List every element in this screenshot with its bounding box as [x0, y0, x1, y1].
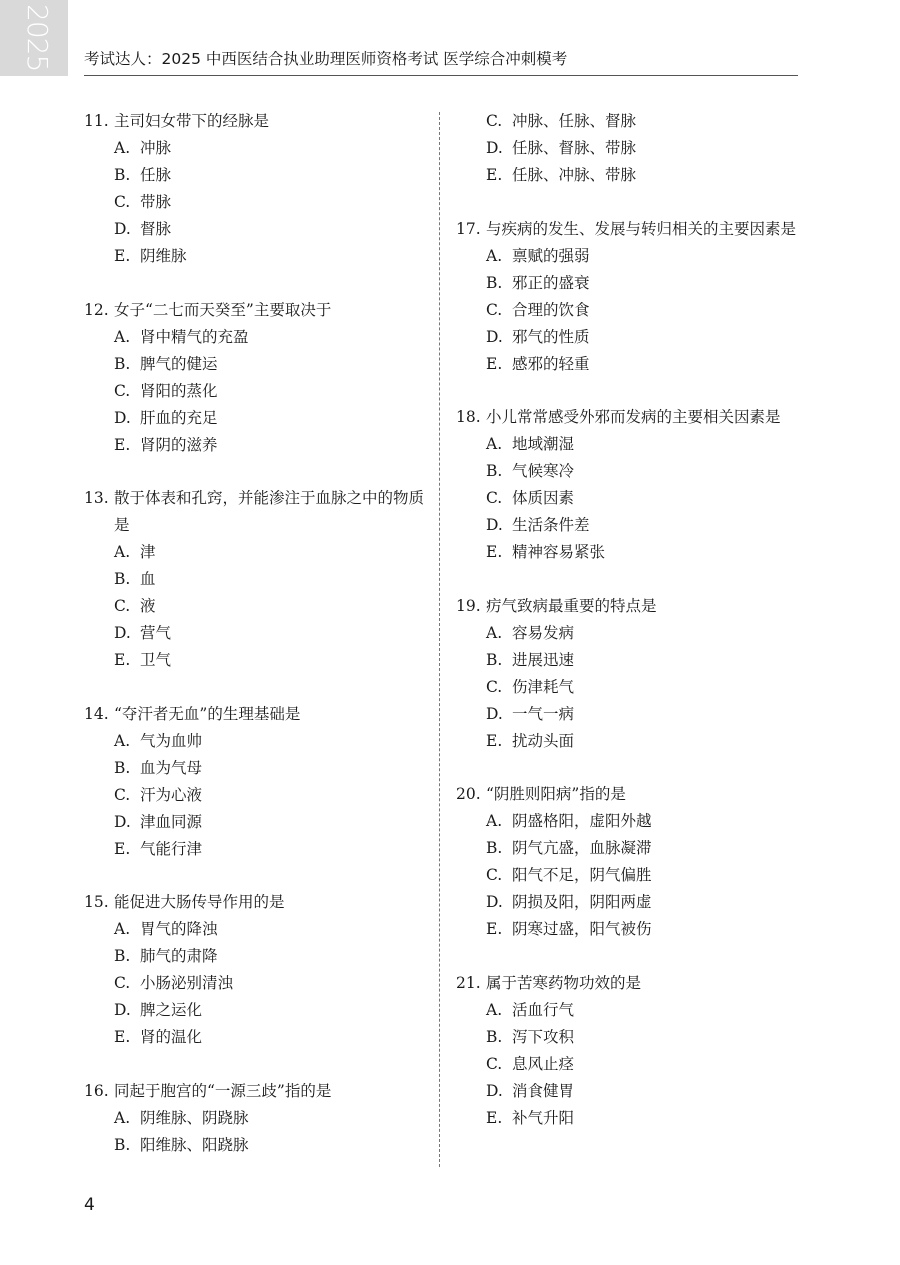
option-text: 合理的饮食	[512, 300, 590, 319]
option-text: 精神容易紧张	[512, 543, 606, 561]
question-15	[84, 889, 429, 1051]
option-letter: E.	[114, 651, 131, 669]
option-text: 任脉、冲脉、带脉	[512, 166, 637, 184]
question-19	[456, 593, 801, 755]
option-letter: A.	[114, 327, 131, 346]
option-letter: B.	[114, 1135, 131, 1154]
option-text: 津血同源	[140, 812, 203, 831]
question-21	[456, 970, 801, 1132]
option-text: 脾之运化	[140, 1001, 203, 1019]
option-text: 伤津耗气	[512, 677, 575, 696]
option-letter: C.	[486, 112, 503, 130]
option-letter: B.	[114, 354, 131, 373]
option-letter: B.	[114, 166, 131, 184]
option-letter: B.	[486, 273, 503, 292]
question-number: 14.	[84, 704, 109, 723]
question-number: 15.	[84, 893, 109, 911]
option-text: 气能行津	[140, 839, 203, 858]
option-text: 体质因素	[512, 489, 575, 507]
answer-option	[84, 351, 429, 378]
question-number: 13.	[84, 489, 109, 507]
option-text: 阳维脉、阳跷脉	[140, 1135, 249, 1154]
option-text: 一气一病	[512, 704, 575, 723]
question-stem	[84, 297, 429, 324]
option-letter: E.	[486, 920, 503, 938]
answer-option	[84, 1132, 429, 1159]
option-letter: B.	[114, 570, 131, 588]
option-text: 督脉	[140, 220, 172, 238]
answer-option	[456, 997, 801, 1024]
answer-option	[84, 189, 429, 216]
option-letter: E.	[486, 1108, 503, 1127]
answer-option	[456, 647, 801, 674]
option-letter: D.	[114, 408, 131, 427]
option-letter: C.	[114, 193, 131, 211]
page-number: 4	[84, 1195, 95, 1215]
option-text: 津	[140, 543, 156, 561]
question-stem	[84, 108, 429, 135]
question-text: 散于体表和孔窍，并能渗注于血脉之中的物质是	[114, 489, 425, 534]
option-letter: D.	[486, 893, 503, 911]
option-letter: A.	[486, 435, 503, 453]
answer-option	[84, 620, 429, 647]
question-number: 11.	[84, 112, 109, 130]
answer-option	[456, 243, 801, 270]
answer-option	[456, 351, 801, 378]
header-rule	[84, 75, 798, 76]
right-column	[456, 108, 801, 1158]
option-letter: A.	[114, 139, 131, 157]
option-text: 汗为心液	[140, 785, 203, 804]
option-letter: C.	[486, 489, 503, 507]
question-number: 16.	[84, 1081, 109, 1100]
answer-option	[456, 916, 801, 943]
option-text: 肾阴的滋养	[140, 435, 218, 454]
answer-option	[84, 135, 429, 162]
option-text: 冲脉、任脉、督脉	[512, 112, 637, 130]
option-letter: D.	[114, 220, 131, 238]
question-continued	[456, 108, 801, 189]
question-text: 疠气致病最重要的特点是	[486, 596, 657, 615]
option-text: 血	[140, 570, 156, 588]
option-letter: C.	[114, 597, 131, 615]
option-letter: B.	[114, 947, 131, 965]
answer-option	[456, 808, 801, 835]
answer-option	[456, 889, 801, 916]
left-column	[84, 108, 429, 1185]
answer-option	[456, 512, 801, 539]
answer-option	[456, 135, 801, 162]
question-number: 21.	[456, 973, 481, 992]
option-text: 肾中精气的充盈	[140, 327, 249, 346]
question-text: 属于苦寒药物功效的是	[486, 973, 642, 992]
option-letter: E.	[114, 839, 131, 858]
answer-option	[84, 378, 429, 405]
option-letter: C.	[486, 866, 503, 884]
question-text: “阴胜则阳病”指的是	[486, 785, 626, 803]
answer-option	[84, 216, 429, 243]
answer-option	[456, 162, 801, 189]
question-stem	[456, 404, 801, 431]
answer-option	[84, 432, 429, 459]
option-text: 肾的温化	[140, 1028, 203, 1046]
option-letter: E.	[486, 354, 503, 373]
option-text: 任脉	[140, 166, 172, 184]
answer-option	[456, 1105, 801, 1132]
question-stem	[84, 701, 429, 728]
answer-option	[84, 539, 429, 566]
option-letter: C.	[114, 381, 131, 400]
option-text: 邪气的性质	[512, 327, 590, 346]
answer-option	[84, 997, 429, 1024]
question-stem	[84, 889, 429, 916]
option-letter: C.	[486, 677, 503, 696]
option-text: 胃气的降浊	[140, 920, 218, 938]
option-letter: E.	[114, 1028, 131, 1046]
year-side-tab	[0, 0, 68, 76]
option-letter: B.	[486, 839, 503, 857]
option-letter: C.	[486, 300, 503, 319]
answer-option	[84, 1105, 429, 1132]
option-text: 血为气母	[140, 758, 203, 777]
option-letter: A.	[114, 731, 131, 750]
answer-option	[456, 270, 801, 297]
question-stem	[84, 1078, 429, 1105]
question-18	[456, 404, 801, 566]
option-letter: D.	[486, 1081, 503, 1100]
question-13	[84, 485, 429, 674]
option-letter: A.	[114, 1108, 131, 1127]
question-number: 19.	[456, 596, 481, 615]
option-text: 阳气不足，阴气偏胜	[512, 866, 652, 884]
answer-option	[84, 405, 429, 432]
option-letter: D.	[114, 812, 131, 831]
answer-option	[456, 1078, 801, 1105]
question-text: 小儿常常感受外邪而发病的主要相关因素是	[486, 408, 781, 426]
question-stem	[456, 216, 801, 243]
answer-option	[84, 782, 429, 809]
answer-option	[84, 566, 429, 593]
option-text: 小肠泌别清浊	[140, 974, 234, 992]
question-stem	[456, 970, 801, 997]
option-letter: D.	[486, 704, 503, 723]
option-text: 带脉	[140, 193, 172, 211]
option-text: 气候寒冷	[512, 462, 575, 480]
option-text: 地域潮湿	[512, 435, 575, 453]
answer-option	[456, 728, 801, 755]
option-letter: E.	[486, 166, 503, 184]
question-number: 20.	[456, 785, 481, 803]
option-text: 消食健胃	[512, 1081, 575, 1100]
option-text: 进展迅速	[512, 650, 575, 669]
option-text: 禀赋的强弱	[512, 246, 590, 265]
answer-option	[84, 809, 429, 836]
option-text: 扰动头面	[512, 731, 575, 750]
question-number: 18.	[456, 408, 481, 426]
question-17	[456, 216, 801, 378]
option-letter: A.	[486, 1000, 503, 1019]
option-text: 阴盛格阳，虚阳外越	[512, 812, 652, 830]
option-letter: E.	[486, 731, 503, 750]
question-text: 主司妇女带下的经脉是	[114, 112, 270, 130]
answer-option	[456, 431, 801, 458]
option-letter: B.	[486, 462, 503, 480]
option-text: 息风止痉	[512, 1054, 575, 1073]
option-letter: B.	[114, 758, 131, 777]
answer-option	[456, 458, 801, 485]
option-text: 气为血帅	[140, 731, 203, 750]
option-letter: B.	[486, 650, 503, 669]
question-number: 17.	[456, 219, 481, 238]
option-letter: A.	[114, 543, 131, 561]
option-text: 阴寒过盛，阳气被伤	[512, 920, 652, 938]
answer-option	[84, 728, 429, 755]
option-text: 营气	[140, 624, 172, 642]
option-text: 卫气	[140, 651, 172, 669]
option-text: 液	[140, 597, 156, 615]
option-letter: C.	[486, 1054, 503, 1073]
question-text: 与疾病的发生、发展与转归相关的主要因素是	[486, 219, 797, 238]
option-letter: C.	[114, 974, 131, 992]
answer-option	[456, 701, 801, 728]
answer-option	[456, 862, 801, 889]
column-divider	[439, 112, 440, 1167]
question-stem	[84, 485, 429, 539]
option-text: 活血行气	[512, 1000, 575, 1019]
answer-option	[84, 162, 429, 189]
answer-option	[456, 674, 801, 701]
answer-option	[456, 297, 801, 324]
question-text: 女子“二七而天癸至”主要取决于	[114, 300, 332, 319]
option-text: 感邪的轻重	[512, 354, 590, 373]
question-11	[84, 108, 429, 270]
option-letter: E.	[114, 435, 131, 454]
option-text: 阴维脉、阴跷脉	[140, 1108, 249, 1127]
option-text: 肾阳的蒸化	[140, 381, 218, 400]
question-12	[84, 297, 429, 459]
option-letter: D.	[486, 139, 503, 157]
question-text: “夺汗者无血”的生理基础是	[114, 704, 301, 723]
question-16	[84, 1078, 429, 1159]
option-letter: D.	[486, 516, 503, 534]
option-text: 阴损及阳，阴阳两虚	[512, 893, 652, 911]
option-text: 生活条件差	[512, 516, 590, 534]
option-text: 阴气亢盛，血脉凝滞	[512, 839, 652, 857]
answer-option	[84, 1024, 429, 1051]
question-14	[84, 701, 429, 863]
answer-option	[84, 836, 429, 863]
running-header: 考试达人：2025 中西医结合执业助理医师资格考试 医学综合冲刺模考	[84, 50, 568, 68]
option-letter: A.	[486, 246, 503, 265]
option-letter: E.	[486, 543, 503, 561]
answer-option	[456, 835, 801, 862]
option-text: 肺气的肃降	[140, 947, 218, 965]
answer-option	[84, 755, 429, 782]
option-text: 补气升阳	[512, 1108, 575, 1127]
option-letter: D.	[114, 1001, 131, 1019]
answer-option	[84, 943, 429, 970]
question-text: 同起于胞宫的“一源三歧”指的是	[114, 1081, 332, 1100]
option-letter: A.	[114, 920, 131, 938]
answer-option	[84, 647, 429, 674]
question-stem	[456, 781, 801, 808]
option-letter: D.	[114, 624, 131, 642]
option-letter: B.	[486, 1027, 503, 1046]
option-text: 泻下攻积	[512, 1027, 575, 1046]
year-tab-label: 2025	[21, 4, 54, 72]
answer-option	[456, 1051, 801, 1078]
answer-option	[84, 243, 429, 270]
answer-option	[84, 970, 429, 997]
option-letter: C.	[114, 785, 131, 804]
answer-option	[456, 108, 801, 135]
option-text: 任脉、督脉、带脉	[512, 139, 637, 157]
question-number: 12.	[84, 300, 109, 319]
answer-option	[456, 620, 801, 647]
question-text: 能促进大肠传导作用的是	[114, 893, 285, 911]
option-text: 容易发病	[512, 623, 575, 642]
option-text: 邪正的盛衰	[512, 273, 590, 292]
option-letter: E.	[114, 247, 131, 265]
answer-option	[84, 593, 429, 620]
option-letter: A.	[486, 623, 503, 642]
answer-option	[456, 324, 801, 351]
option-text: 冲脉	[140, 139, 172, 157]
option-letter: D.	[486, 327, 503, 346]
option-text: 脾气的健运	[140, 354, 218, 373]
answer-option	[456, 539, 801, 566]
answer-option	[84, 324, 429, 351]
option-letter: A.	[486, 812, 503, 830]
option-text: 肝血的充足	[140, 408, 218, 427]
answer-option	[456, 1024, 801, 1051]
answer-option	[84, 916, 429, 943]
question-stem	[456, 593, 801, 620]
question-20	[456, 781, 801, 943]
option-text: 阴维脉	[140, 247, 187, 265]
answer-option	[456, 485, 801, 512]
